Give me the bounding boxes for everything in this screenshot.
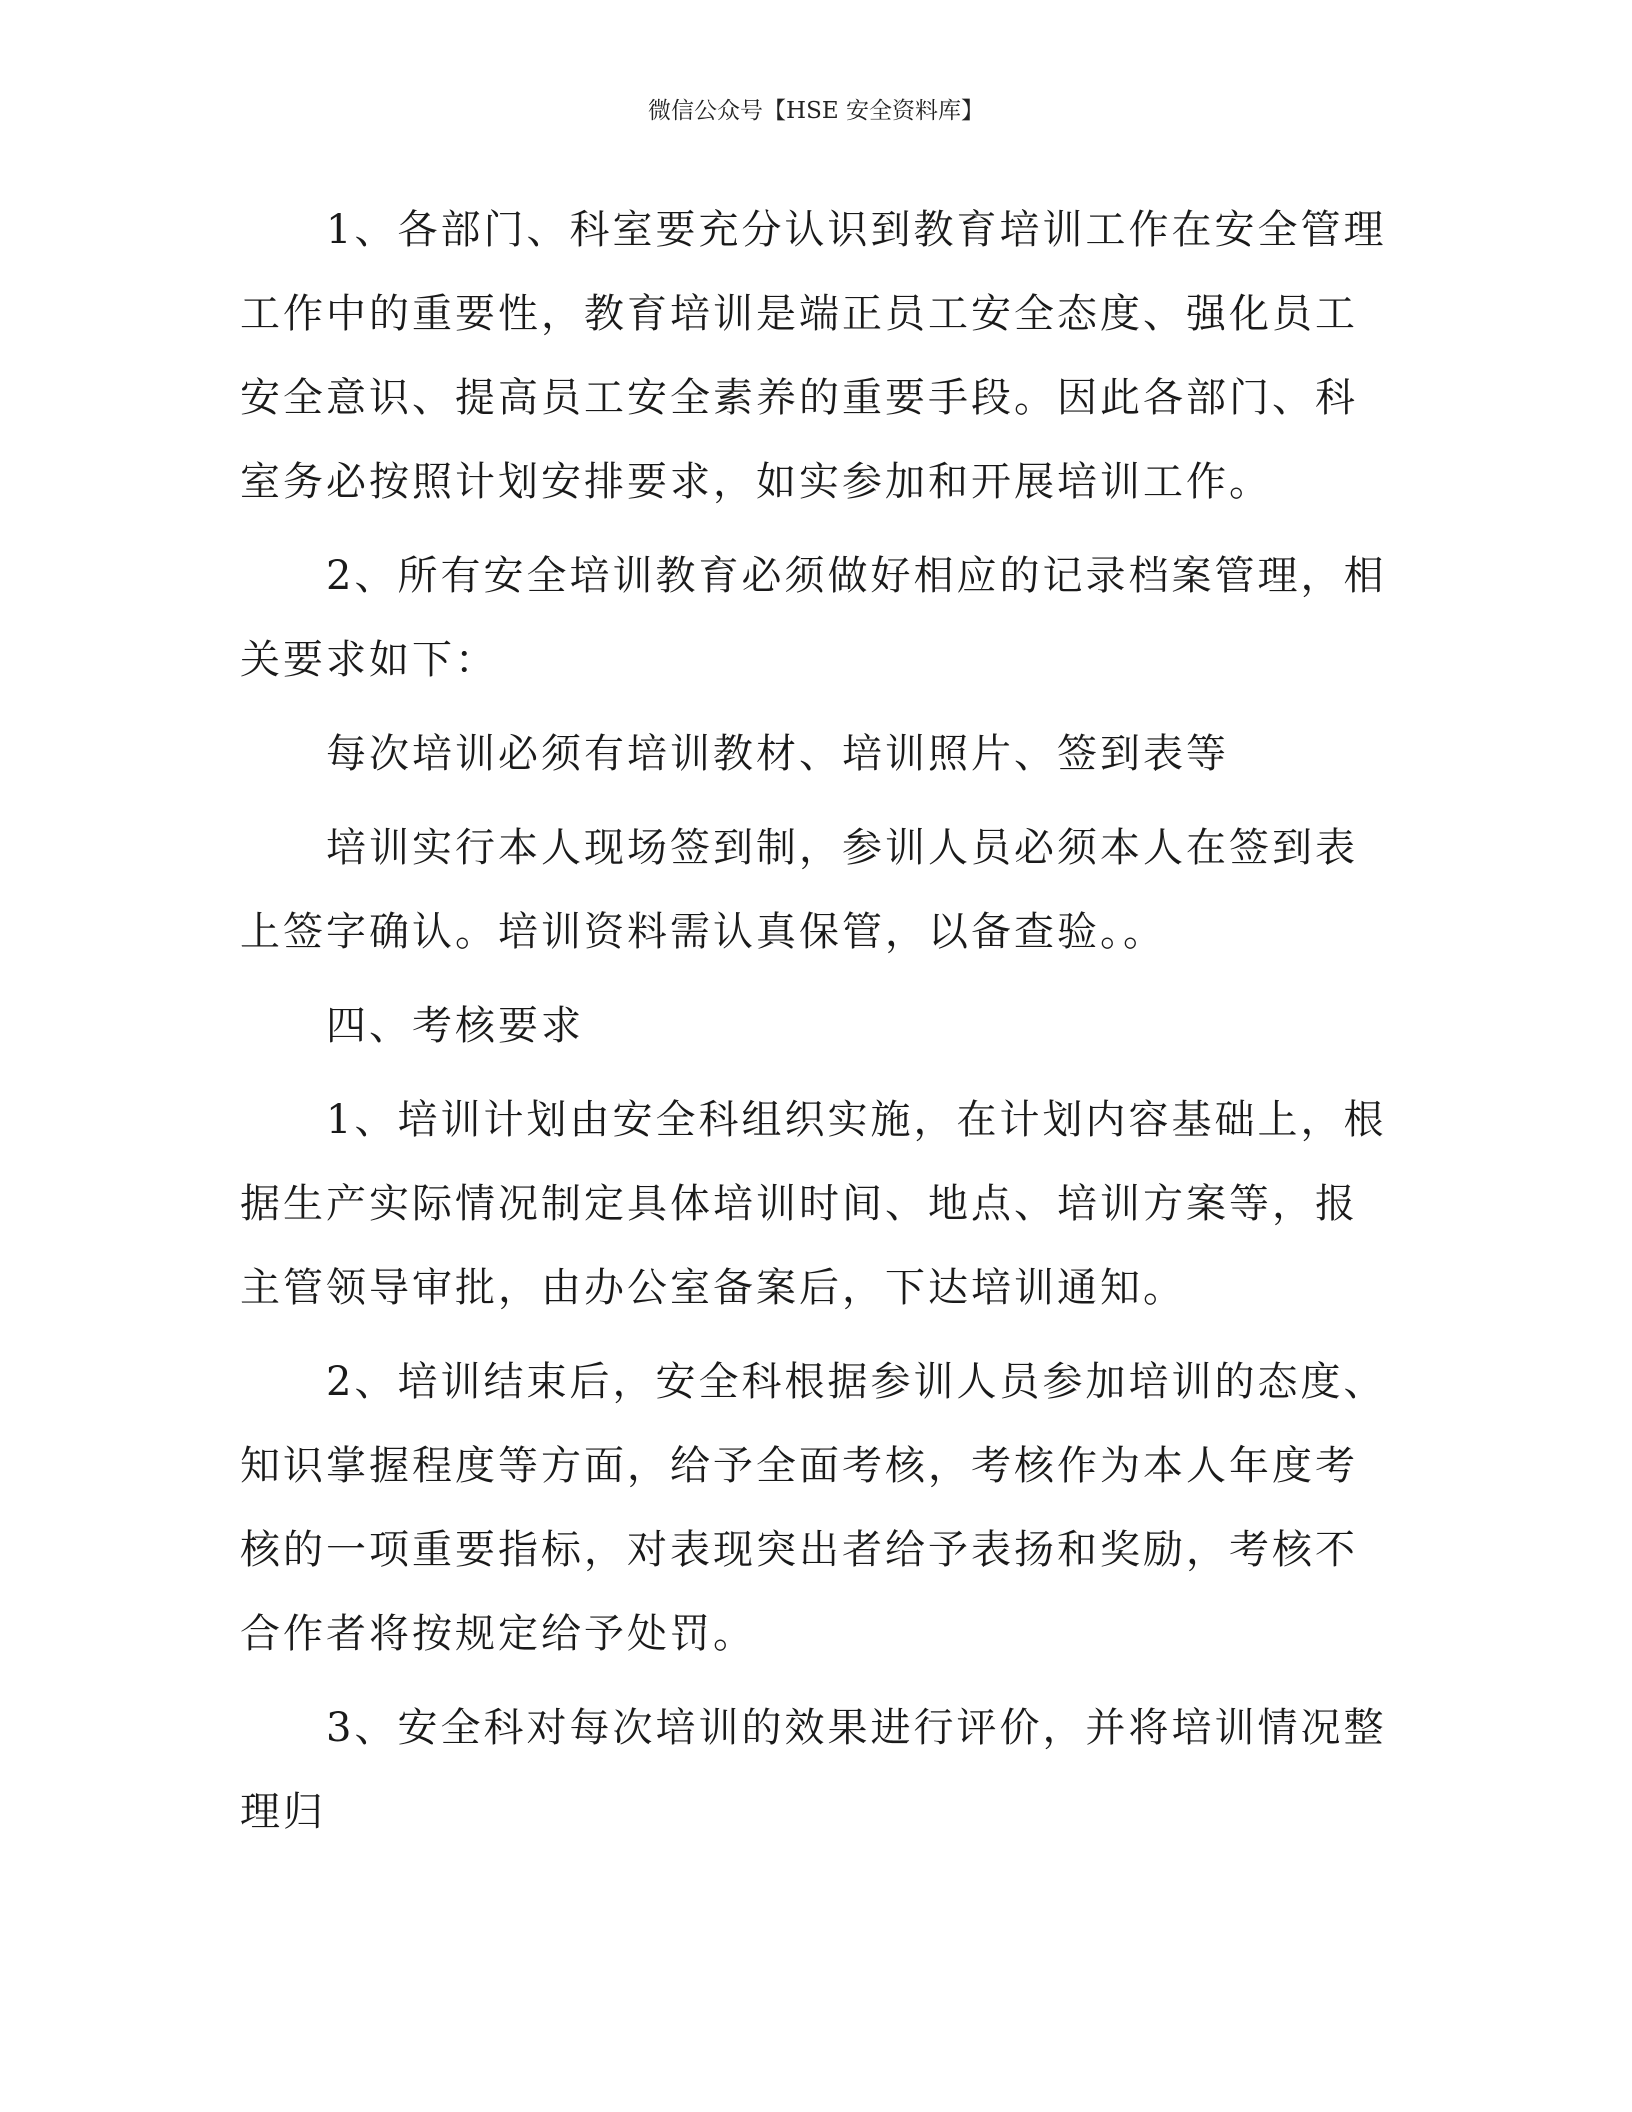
paragraph-training-materials: 每次培训必须有培训教材、培训照片、签到表等 — [326, 731, 1229, 777]
paragraph-records-management: 2、所有安全培训教育必须做好相应的记录档案管理，相关要求如下： — [240, 553, 1387, 683]
section-heading-assessment: 四、考核要求 — [326, 1003, 584, 1049]
page-header: 微信公众号【HSE 安全资料库】 — [648, 98, 984, 124]
paragraph-training-plan: 1、培训计划由安全科组织实施，在计划内容基础上，根据生产实际情况制定具体培训时间、地点、培训方案等，报主管领导审批，由办公室备案后，下达培训通知。 — [240, 1097, 1387, 1311]
paragraph-dept-training-importance: 1、各部门、科室要充分认识到教育培训工作在安全管理工作中的重要性，教育培训是端正员工安全态度、强化员工安全意识、提高员工安全素养的重要手段。因此各部门、科室务必按照计划安排要求，如实参加和开展培训工作。 — [240, 207, 1387, 505]
document-body — [240, 188, 1390, 1864]
paragraph-sign-in-system: 培训实行本人现场签到制，参训人员必须本人在签到表上签字确认。培训资料需认真保管，以备查验。。 — [240, 825, 1358, 955]
paragraph-training-evaluation: 3、安全科对每次培训的效果进行评价，并将培训情况整理归 — [240, 1705, 1387, 1835]
paragraph-assessment-after-training: 2、培训结束后，安全科根据参训人员参加培训的态度、知识掌握程度等方面，给予全面考核，考核作为本人年度考核的一项重要指标，对表现突出者给予表扬和奖励，考核不合作者将按规定给予处罚。 — [240, 1359, 1387, 1657]
